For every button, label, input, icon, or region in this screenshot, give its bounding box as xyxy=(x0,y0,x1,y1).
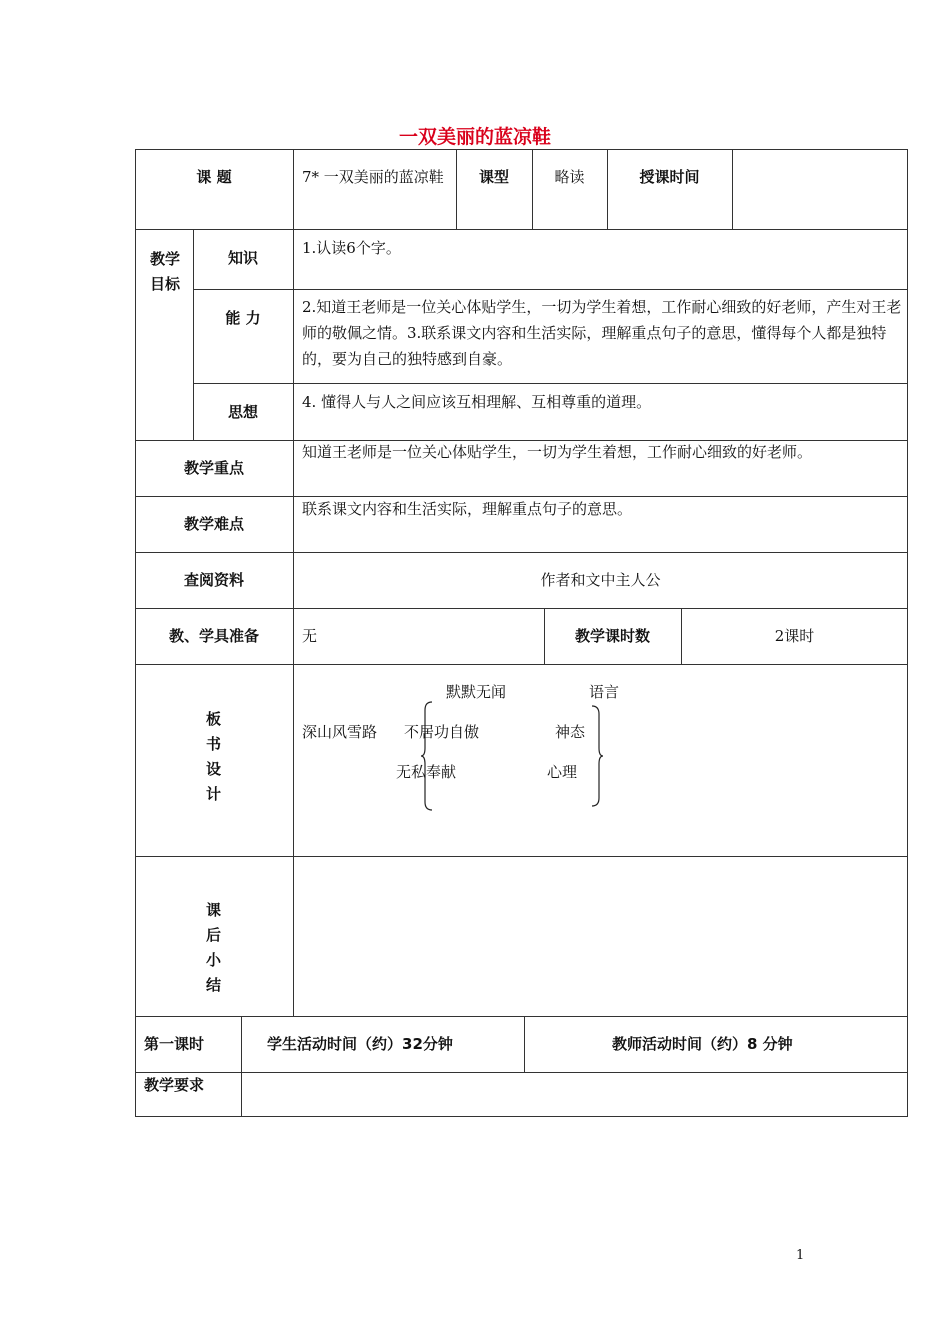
board-aspect-3: 心理 xyxy=(547,763,578,781)
hours-value: 2课时 xyxy=(774,627,815,645)
type-value: 略读 xyxy=(554,168,585,186)
teacher-time: 教师活动时间（约）8 分钟 xyxy=(612,1035,793,1053)
difficulty-label: 教学难点 xyxy=(183,515,244,533)
prep-text: 无 xyxy=(302,627,318,645)
goals-label: 教学目标 xyxy=(149,250,180,293)
board-item-1: 默默无闻 xyxy=(446,683,507,701)
right-brace-icon xyxy=(590,704,604,808)
topic-value: 7* 一双美丽的蓝凉鞋 xyxy=(302,168,444,186)
prep-label: 教、学具准备 xyxy=(168,627,259,645)
board-aspect-1: 语言 xyxy=(589,683,620,701)
key-point-text: 知道王老师是一位关心体贴学生，一切为学生着想，工作耐心细致的好老师。 xyxy=(302,443,813,461)
thought-text: 4. 懂得人与人之间应该互相理解、互相尊重的道理。 xyxy=(302,393,652,411)
hours-label: 教学课时数 xyxy=(574,627,650,645)
type-label: 课型 xyxy=(478,168,509,186)
board-aspect-2: 神态 xyxy=(555,723,586,741)
materials-text: 作者和文中主人公 xyxy=(540,571,661,589)
board-item-2: 不居功自傲 xyxy=(404,723,480,741)
key-point-label: 教学重点 xyxy=(183,459,244,477)
ability-text: 2.知道王老师是一位关心体贴学生，一切为学生着想，工作耐心细致的好老师，产生对王老师的敬佩之情。3.联系课文内容和生活实际，理解重点句子的意思，懂得每个人都是独特的，要为自己的独特感到自豪。 xyxy=(302,298,902,368)
requirements-label: 教学要求 xyxy=(144,1076,205,1094)
knowledge-label: 知识 xyxy=(227,249,258,267)
left-brace-icon xyxy=(420,700,434,812)
time-label: 授课时间 xyxy=(639,168,700,186)
materials-label: 查阅资料 xyxy=(183,571,244,589)
student-time: 学生活动时间（约）32分钟 xyxy=(267,1035,453,1053)
page-number: 1 xyxy=(796,1248,805,1263)
board-main-text: 深山风雪路 xyxy=(302,723,378,741)
ability-label: 能 力 xyxy=(225,309,261,327)
difficulty-text: 联系课文内容和生活实际，理解重点句子的意思。 xyxy=(302,500,633,518)
topic-label: 课 题 xyxy=(196,168,232,186)
thought-label: 思想 xyxy=(227,403,258,421)
document-title: 一双美丽的蓝凉鞋 xyxy=(398,126,551,148)
lesson1-label: 第一课时 xyxy=(144,1035,205,1053)
board-item-3: 无私奉献 xyxy=(396,763,457,781)
knowledge-text: 1.认读6个字。 xyxy=(302,239,401,257)
